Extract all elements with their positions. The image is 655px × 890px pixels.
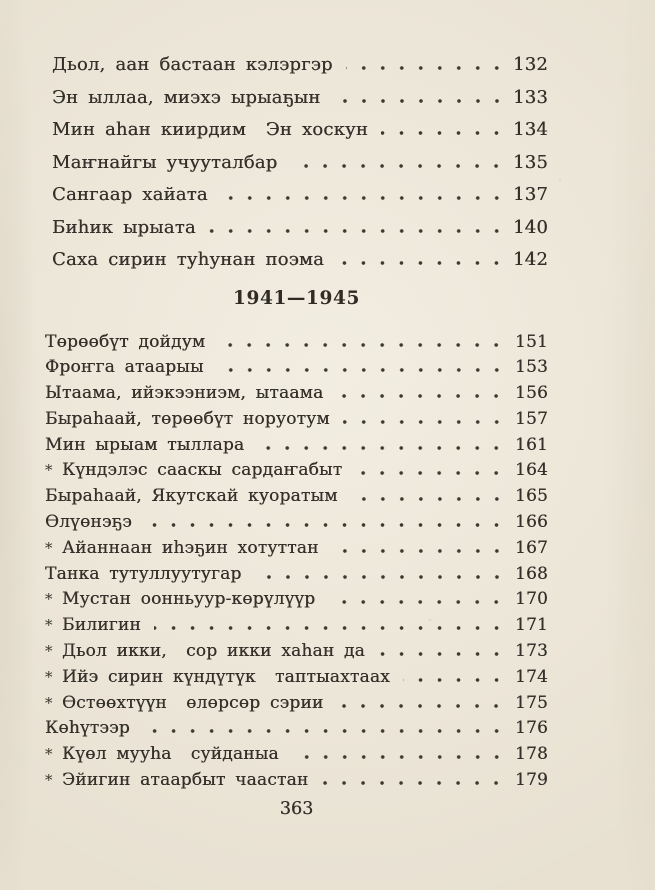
toc-entry: [45, 152, 548, 185]
entry-page-number: 161: [514, 434, 548, 455]
dot-leader: [332, 549, 506, 553]
toc-entry: [45, 119, 548, 152]
entry-title: Фроҥга атаарыы: [45, 357, 204, 378]
entry-title: Дьол, аан бастаан кэлэргэр: [52, 54, 333, 75]
entry-title: Саха сирин туһунан поэма: [52, 249, 325, 270]
entry-title: Күөл мууһа суйданыа: [62, 744, 279, 765]
entry-page-number: 179: [514, 770, 548, 791]
toc-section-1941-1945: [45, 332, 548, 796]
toc-entry: [45, 718, 548, 744]
toc-entry: [45, 589, 548, 615]
entry-page-number: 165: [514, 486, 548, 507]
entry-page-number: 170: [514, 589, 548, 610]
entry-title: Биһик ырыата: [52, 216, 196, 238]
dot-leader: [336, 394, 506, 398]
entry-title: Өлүөнэҕэ: [45, 512, 132, 533]
entry-page-number: 153: [514, 357, 548, 378]
entry-page-number: 137: [513, 184, 548, 205]
dot-leader: [218, 343, 506, 347]
dot-leader: [378, 652, 506, 656]
entry-title: Дьол икки, сор икки хаһан да: [62, 641, 365, 662]
entry-title: Мин аһан киирдим Эн хоскун: [52, 119, 369, 140]
toc-entry: [45, 332, 548, 358]
toc-entry: [45, 249, 548, 282]
star-marker: *: [45, 642, 53, 661]
toc-entry: [45, 770, 548, 796]
toc-section-prewar: [45, 54, 548, 282]
toc-entry: [45, 409, 548, 435]
toc-entry: [45, 435, 548, 461]
entry-page-number: 157: [514, 408, 548, 429]
entry-title: Быраһаай, Якутскай куоратым: [45, 486, 338, 507]
star-marker: *: [45, 590, 53, 609]
toc-entry: [45, 615, 548, 641]
entry-title: Ытаама, ийэкээниэм, ытаама: [45, 383, 324, 404]
toc-entry: [45, 217, 548, 250]
toc-entry: [45, 512, 548, 538]
dot-leader: [343, 420, 506, 424]
dot-leader: [209, 229, 506, 233]
toc-entry: [45, 564, 548, 590]
entry-title: Сангаар хайата: [52, 184, 208, 205]
toc-entry: [45, 383, 548, 409]
entry-title: Эн ыллаа, миэхэ ырыаҕын: [52, 86, 321, 108]
toc-entry: [45, 538, 548, 564]
entry-title: Быраһаай, төрөөбүт норуотум: [45, 408, 330, 429]
page-footer: [45, 799, 548, 819]
entry-page-number: 168: [514, 563, 548, 584]
entry-page-number: 140: [513, 216, 548, 238]
toc-entry: [45, 693, 548, 719]
entry-title: Мустан оонньуур-көрүлүүр: [62, 589, 316, 610]
dot-leader: [221, 196, 506, 200]
entry-title: Мин ырыам тыллара: [45, 434, 245, 455]
page-number: 363: [279, 798, 314, 819]
dot-leader: [355, 471, 506, 475]
entry-page-number: 156: [514, 383, 548, 404]
entry-title: Күндэлэс сааскы сардаҥабыт: [62, 460, 343, 481]
entry-page-number: 174: [514, 666, 548, 687]
entry-page-number: 176: [514, 718, 548, 739]
entry-title: Ийэ сирин күндүтүк таптыахтаах: [62, 666, 390, 687]
dot-leader: [145, 523, 506, 527]
dot-leader: [346, 66, 506, 70]
entry-page-number: 132: [513, 54, 548, 75]
section-header: 1941—1945: [233, 287, 360, 309]
dot-leader: [328, 600, 506, 604]
entry-page-number: 178: [514, 744, 548, 765]
entry-title: Өстөөхтүүн өлөрсөр сэрии: [62, 692, 324, 713]
entry-title: Маҥнайгы учууталбар: [52, 151, 278, 173]
toc-entry: [45, 667, 548, 693]
entry-page-number: 135: [513, 151, 548, 173]
toc-entry: [45, 87, 548, 120]
toc-entry: [45, 486, 548, 512]
toc-entry: [45, 744, 548, 770]
dot-leader: [334, 99, 506, 103]
entry-page-number: 171: [514, 615, 548, 636]
dot-leader: [337, 261, 506, 265]
entry-page-number: 167: [514, 537, 548, 558]
toc-entry: [45, 184, 548, 217]
star-marker: *: [45, 616, 53, 635]
entry-page-number: 151: [514, 331, 548, 352]
dot-leader: [381, 131, 506, 135]
dot-leader: [292, 755, 506, 759]
entry-page-number: 133: [513, 86, 548, 108]
entry-page-number: 142: [513, 249, 548, 270]
dot-leader: [351, 497, 506, 501]
star-marker: *: [45, 461, 53, 480]
entry-title: Эйигин атаарбыт чаастан: [62, 770, 309, 791]
entry-title: Көһүтээр: [45, 718, 130, 739]
entry-page-number: 173: [514, 641, 548, 662]
dot-leader: [336, 704, 506, 708]
toc-entry: [45, 357, 548, 383]
entry-page-number: 175: [514, 692, 548, 713]
toc-entry: [45, 641, 548, 667]
entry-page-number: 166: [514, 512, 548, 533]
star-marker: *: [45, 745, 53, 764]
entry-page-number: 134: [513, 119, 548, 140]
star-marker: *: [45, 538, 53, 557]
star-marker: *: [45, 667, 53, 686]
entry-title: Билигин: [62, 615, 141, 636]
dot-leader: [217, 368, 506, 372]
toc-entry: [45, 54, 548, 87]
dot-leader: [321, 781, 506, 785]
dot-leader: [257, 446, 506, 450]
entry-page-number: 164: [514, 460, 548, 481]
table-of-contents: [45, 0, 548, 819]
entry-title: Төрөөбүт дойдум: [45, 331, 206, 352]
dot-leader: [143, 729, 506, 733]
dot-leader: [154, 626, 506, 630]
entry-title: Айаннаан иһэҕин хотуттан: [62, 537, 319, 558]
dot-leader: [255, 575, 506, 579]
dot-leader: [290, 164, 506, 168]
star-marker: *: [45, 771, 53, 790]
star-marker: *: [45, 693, 53, 712]
entry-title: Танка тутуллуутугар: [45, 563, 242, 584]
dot-leader: [403, 678, 506, 682]
toc-entry: [45, 460, 548, 486]
